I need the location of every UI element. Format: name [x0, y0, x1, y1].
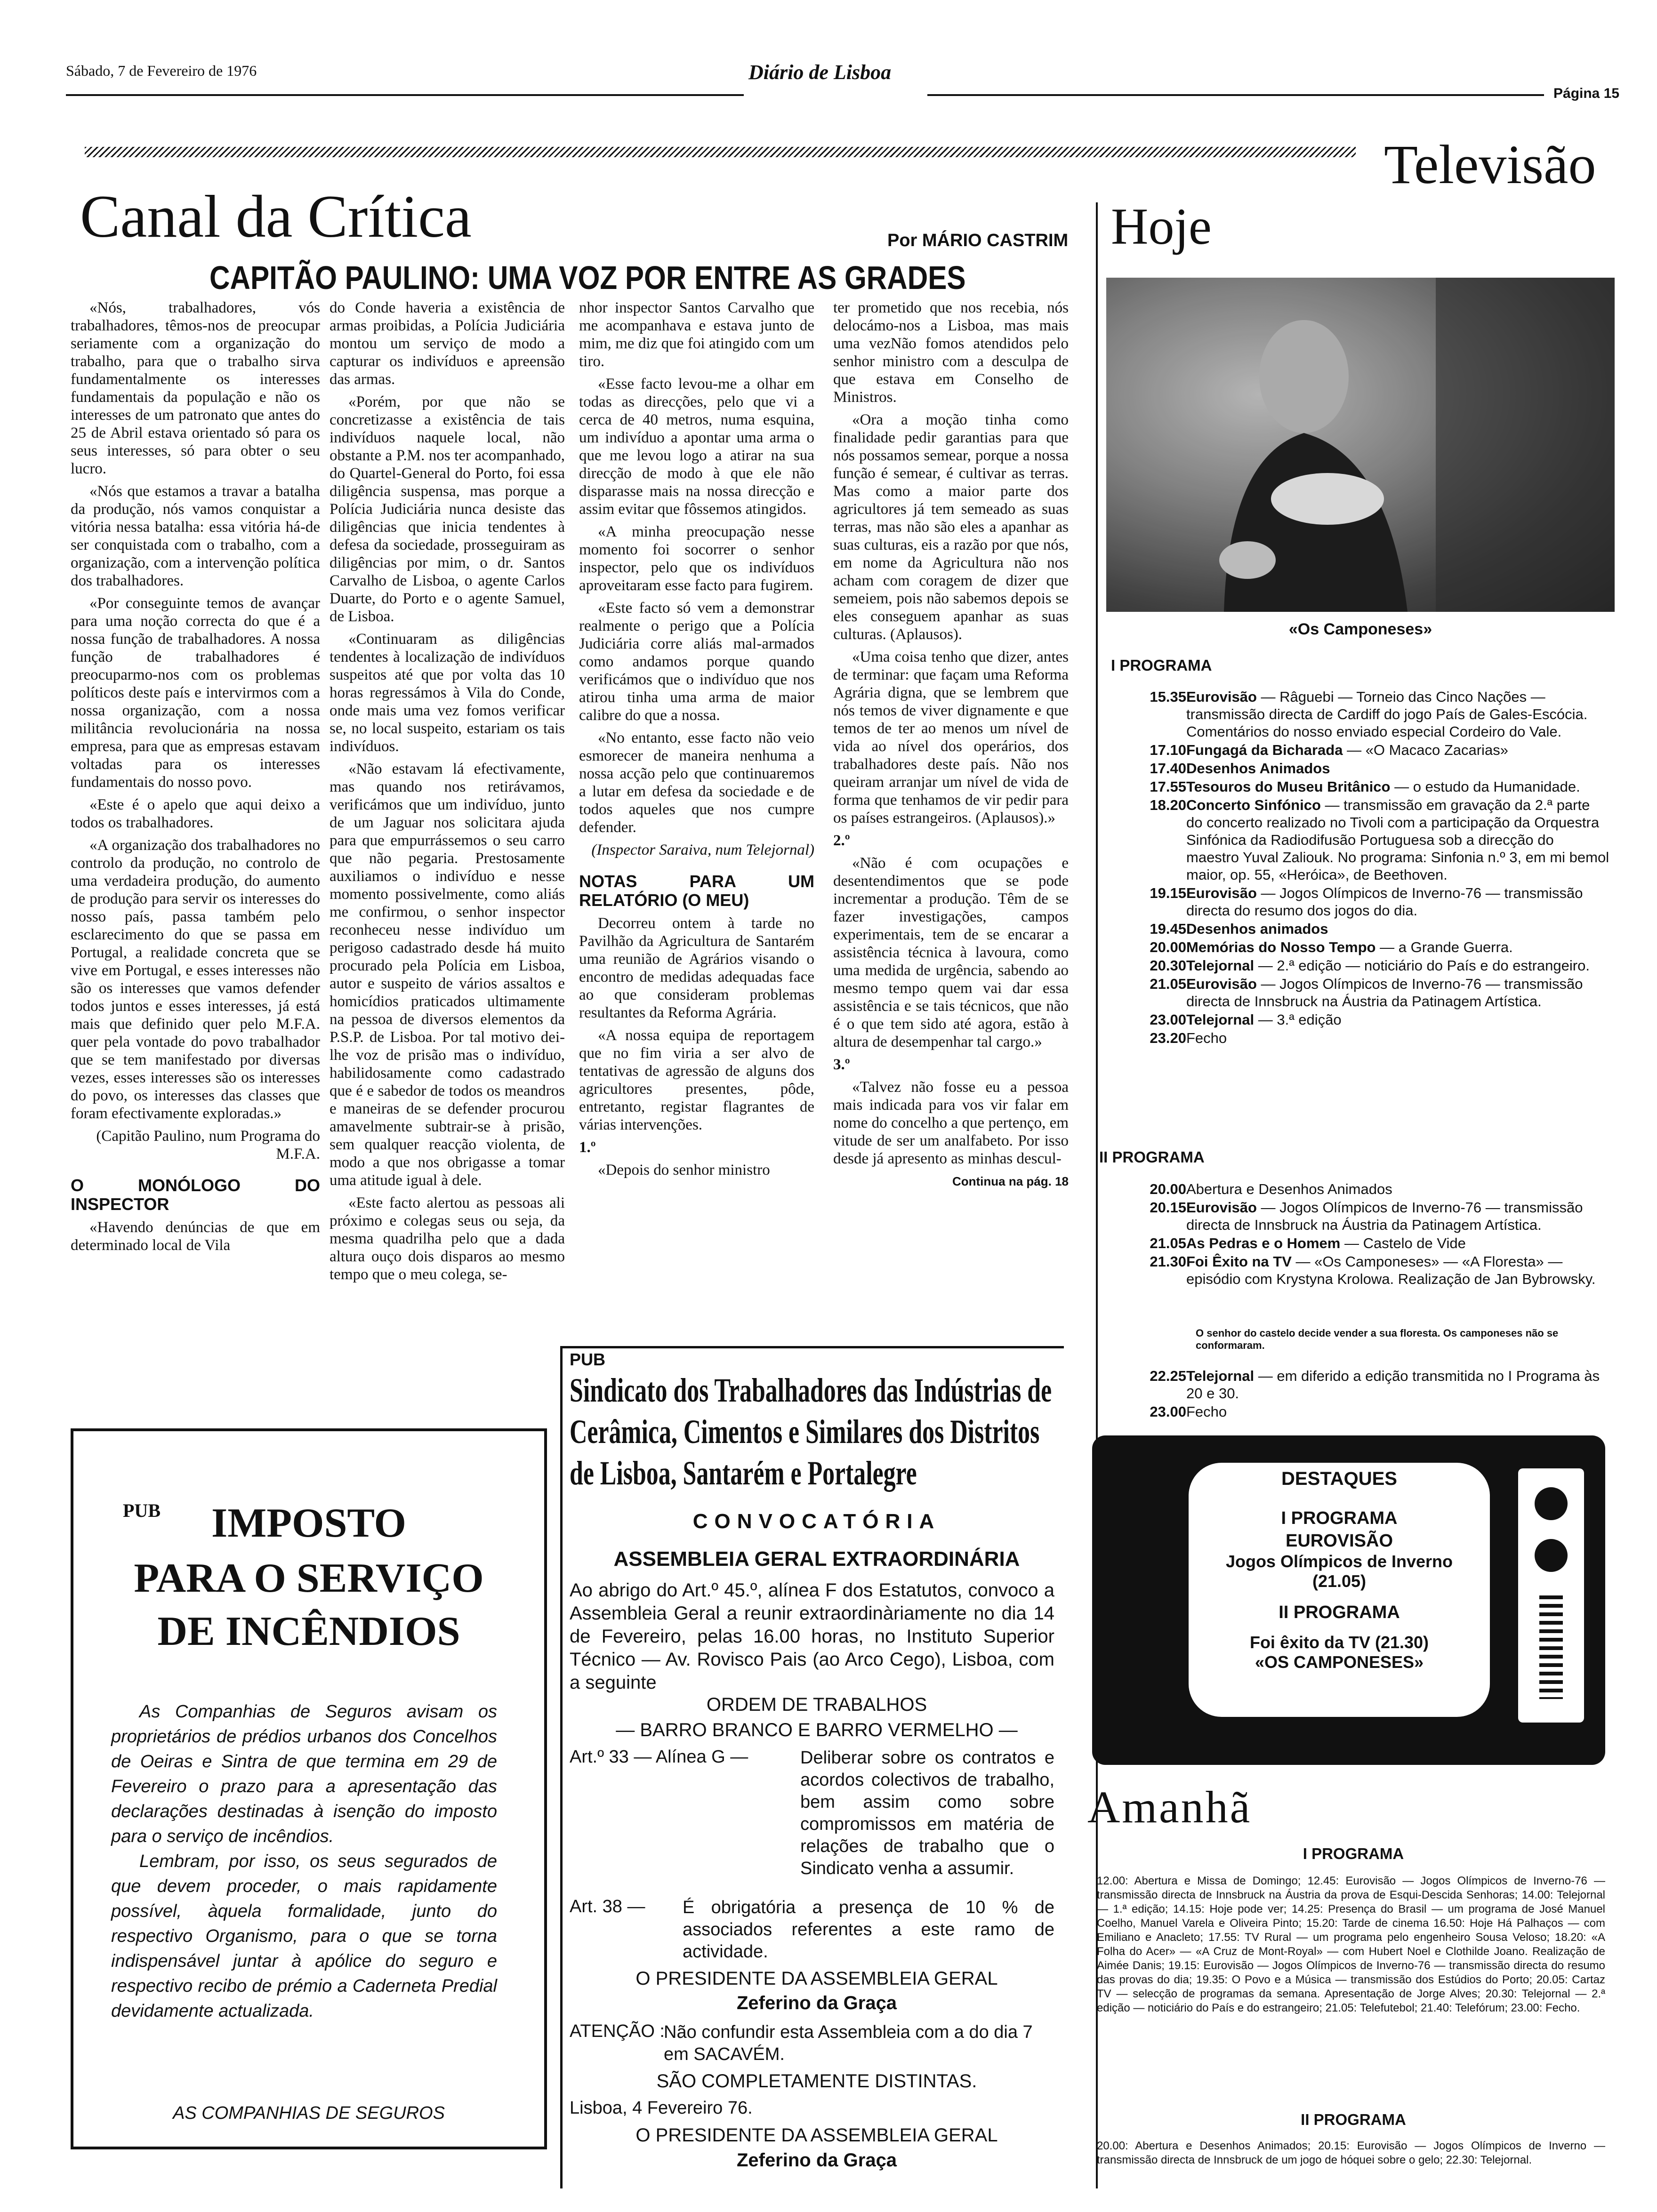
- sindicato-assembleia: ASSEMBLEIA GERAL EXTRAORDINÁRIA: [613, 1547, 1020, 1571]
- sindicato-art38-label: Art. 38 —: [570, 1897, 645, 1916]
- paragraph: «Este é o apelo que aqui deixo a todos os trabalhadores.: [71, 796, 320, 831]
- amanha-title: Amanhã: [1087, 1782, 1252, 1832]
- header-masthead: Diário de Lisboa: [748, 61, 892, 84]
- photo-figure-icon: [1106, 278, 1615, 612]
- destaques-prog1: I PROGRAMA: [1281, 1508, 1398, 1528]
- schedule-title: Foi Êxito na TV: [1186, 1253, 1292, 1270]
- schedule-time: 21.05: [1150, 976, 1186, 992]
- schedule-description: — Jogos Olímpicos de Inverno-76 — transmissão directa do resumo dos jogos do dia.: [1186, 885, 1583, 919]
- paragraph: ter prometido que nos recebia, nós delocámo-nos a Lisboa, mas mais uma vezNão fomos atendidos pelo senhor ministro com a desculpa de que estava em Conselho de Ministros.: [833, 299, 1069, 406]
- schedule-time: 20.00: [1150, 1181, 1186, 1197]
- section-title-televisao: Televisão: [1384, 134, 1596, 195]
- sindicato-distintas: SÃO COMPLETAMENTE DISTINTAS.: [656, 2071, 977, 2092]
- schedule-item: [1111, 938, 1610, 956]
- sindicato-nome-2: Zeferino da Graça: [736, 2150, 897, 2171]
- destaques-camponeses: «OS CAMPONESES»: [1255, 1652, 1424, 1672]
- schedule-time: 20.00: [1150, 939, 1186, 955]
- schedule-item: [1111, 1253, 1610, 1288]
- schedule-item: [1111, 1199, 1610, 1234]
- schedule-title: Eurovisão: [1186, 1199, 1257, 1216]
- photo-os-camponeses: [1106, 278, 1615, 612]
- sindicato-presidente-2: O PRESIDENTE DA ASSEMBLEIA GERAL: [635, 2125, 998, 2146]
- schedule-item: [1111, 760, 1610, 777]
- sindicato-convocatoria: CONVOCATÓRIA: [692, 1510, 941, 1533]
- paragraph: «Porém, por que não se concretizasse a existência de tais indivíduos naquele local, não obstante a P.M. nos ter acompanhado, do Quartel-General do Porto, foi essa diligência suspensa, mas porque a Polícia Judiciária nunca desiste das diligências que inicia tendentes à defesa da sociedade, prosseguiram as diligências por mim, o dr. Santos Carvalho de Lisboa, o agente Carlos Duarte, do Porto e o agente Samuel, de Lisboa.: [330, 393, 565, 625]
- schedule-title: Memórias do Nosso Tempo: [1186, 939, 1376, 955]
- schedule-time: 20.30: [1150, 957, 1186, 974]
- column-title: Canal da Crítica: [80, 183, 472, 250]
- schedule-item: [1111, 884, 1610, 919]
- schedule-title: Telejornal: [1186, 1011, 1255, 1028]
- ad-imposto: [71, 1428, 547, 2149]
- tv-speaker-icon: [1539, 1595, 1563, 1699]
- destaques-content: [1189, 1468, 1490, 1672]
- destaques-prog2: II PROGRAMA: [1279, 1603, 1400, 1622]
- schedule-item: [1111, 1234, 1610, 1252]
- paragraph: «Este facto alertou as pessoas ali próximo e colegas seus ou seja, da mesma quadrilha pelo que a dada altura ouço dois disparos ao mesmo tempo que o meu colega, se-: [330, 1194, 565, 1283]
- schedule-time: 19.45: [1150, 921, 1186, 937]
- destaques-eurovisao: EUROVISÃO: [1285, 1531, 1393, 1551]
- sindicato-local-data: Lisboa, 4 Fevereiro 76.: [570, 2098, 753, 2118]
- ad-paragraph: Lembram, por isso, os seus segurados de que devem proceder, o mais rapidamente possível, àquela formalidade, junto do respectivo Organismo, para o que se torna indispensável juntar à apólice do seguro e respectivo recibo de prémio a Caderneta Predial devidamente actualizada.: [111, 1851, 497, 2021]
- sindicato-presidente: O PRESIDENTE DA ASSEMBLEIA GERAL: [635, 1968, 998, 1989]
- schedule-i-programa: [1111, 688, 1610, 1048]
- article-column-2: [330, 299, 565, 1288]
- paragraph: «Nós que estamos a travar a batalha da produção, nós vamos conquistar a vitória nessa batalha: essa vitória há-de ser conquistada com o trabalho, com a organização, com a intervenção política dos trabalhadores.: [71, 483, 320, 589]
- item-number: 2.º: [833, 832, 850, 849]
- sindicato-top-rule: [560, 1346, 1064, 1348]
- ad-title-line-1: IMPOSTO: [211, 1500, 406, 1546]
- destaques-jogos-hora: (21.05): [1312, 1571, 1367, 1591]
- paragraph: «Esse facto levou-me a olhar em todas as direcções, pelo que vi a cerca de 40 metros, numa esquina, um indivíduo a apontar uma arma o que me levou logo a atirar na sua direcção de modo à que ele não disparasse mais na nossa direcção e assim evitar que fôssemos atingidos.: [579, 376, 814, 518]
- schedule-description: — Castelo de Vide: [1340, 1235, 1466, 1251]
- hoje-title: Hoje: [1111, 198, 1212, 255]
- schedule-ii-programa: [1111, 1180, 1610, 1289]
- paragraph: «Não estavam lá efectivamente, mas quando nos retirávamos, verificámos que um indivíduo, junto de um Jaguar nos solicitara ajuda para que empurrássemos o seu carro que não pegaria. Prestosamente auxiliamos o indivíduo e nesse momento possivelmente, como aliás me confirmou, o senhor inspector reconheceu nesse indivíduo um perigoso cadastrado desde há muito procurado pela Polícia em Lisboa, autor e suspeito de vários assaltos e homicídios praticados ultimamente na pessoa de diversos elementos da P.S.P. de Lisboa. Por tal motivo dei-lhe voz de prisão mas o indivíduo, habilidosamente como cadastrado que é e sabedor de todos os meandros e maneiras de se defender procurou amavelmente subtrair-se à prisão, sem qualquer reacção violenta, de modo a que nos obrigasse a tomar uma atitude igual à dele.: [330, 761, 565, 1189]
- article-column-3: [579, 299, 814, 1184]
- quote-credit: (Capitão Paulino, num Programa do M.F.A.: [96, 1128, 320, 1162]
- schedule-description: — «O Macaco Zacarias»: [1343, 742, 1508, 758]
- schedule-ii-programa-late: [1111, 1367, 1610, 1421]
- episode-note: O senhor do castelo decide vender a sua floresta. Os camponeses não se conformaram.: [1196, 1327, 1559, 1351]
- paragraph: «Nós, trabalhadores, vós trabalhadores, têmos-nos de preocupar seriamente com a organização do trabalho, para que o trabalho sirva fundamentalmente os interesses fundamentais da população e não os interesses de um patronato que antes do 25 de Abril estava orientado só para os seus interesses, só para obter o seu lucro.: [71, 299, 320, 477]
- schedule-title: Desenhos Animados: [1186, 760, 1330, 777]
- schedule-description: — 3.ª edição: [1254, 1011, 1342, 1028]
- schedule-item: [1111, 1403, 1610, 1420]
- header-page: Página 15: [1553, 86, 1620, 101]
- item-number: 1.º: [579, 1139, 596, 1156]
- sindicato-art33-label: Art.º 33 — Alínea G —: [570, 1747, 748, 1767]
- sindicato-ordem: ORDEM DE TRABALHOS: [706, 1694, 927, 1715]
- schedule-item: [1111, 957, 1610, 974]
- schedule-title: Desenhos animados: [1186, 921, 1328, 937]
- schedule-time: 20.15: [1150, 1199, 1186, 1216]
- schedule-item: [1111, 796, 1610, 883]
- schedule-description: — em diferido a edição transmitida no I Programa às 20 e 30.: [1186, 1368, 1600, 1402]
- schedule-title: As Pedras e o Homem: [1186, 1235, 1341, 1251]
- schedule-description: Fecho: [1186, 1403, 1227, 1420]
- schedule-item: [1111, 741, 1610, 759]
- sindicato-art38-text: É obrigatória a presença de 10 % de associados referentes a este ramo de actividade.: [683, 1898, 1054, 1962]
- schedule-item: [1111, 1011, 1610, 1028]
- paragraph: «Este facto só vem a demonstrar realmente o perigo que a Polícia Judiciária corre aliás mal-armados como andamos porque quando verificámos que o indivíduo que nos atirou tinha uma arma de maior calibre do que a nossa.: [579, 600, 814, 724]
- ad-signature: AS COMPANHIAS DE SEGUROS: [173, 2103, 445, 2123]
- schedule-title: Eurovisão: [1186, 885, 1257, 901]
- paragraph: «Continuaram as diligências tendentes à localização de indivíduos suspeitos até que por volta das 10 horas regressámos à Vila do Conde, onde mais uma vez fomos verificar se, no local suspeito, estariam os tais indivíduos.: [330, 631, 565, 755]
- destaques-jogos: Jogos Olímpicos de Inverno: [1225, 1552, 1453, 1571]
- paragraph: «Depois do senhor ministro: [598, 1162, 770, 1178]
- schedule-time: 23.00: [1150, 1403, 1186, 1420]
- schedule-item: [1111, 1029, 1610, 1047]
- ad-paragraph: As Companhias de Seguros avisam os proprietários de prédios urbanos dos Concelhos de Oeiras e Sintra de que termina em 29 de Fevereiro o prazo para a apresentação das declarações destinadas à isenção do imposto para o serviço de incêndios.: [111, 1702, 497, 1846]
- schedule-title: Telejornal: [1186, 1368, 1255, 1384]
- sindicato-body: Ao abrigo do Art.º 45.º, alínea F dos Estatutos, convoco a Assembleia Geral a reunir extraordinàriamente no dia 14 de Fevereiro, pelas 16.00 horas, no Instituto Superior Técnico — Av. Rovisco Pais (ao Arco Cego), Lisboa, com a seguinte: [570, 1580, 1054, 1693]
- schedule-time: 17.10: [1150, 742, 1186, 758]
- amanha-prog1-heading: I PROGRAMA: [1303, 1845, 1404, 1862]
- ad-title-line-2: PARA O SERVIÇO: [134, 1555, 484, 1601]
- photo-caption: «Os Camponeses»: [1288, 620, 1432, 638]
- ad-title-line-3: DE INCÊNDIOS: [157, 1609, 460, 1654]
- schedule-time: 22.25: [1150, 1368, 1186, 1384]
- schedule-description: Abertura e Desenhos Animados: [1186, 1181, 1392, 1197]
- schedule-description: — Râguebi — Torneio das Cinco Nações — transmissão directa de Cardiff do jogo País de Gales-Escócia. Comentários do nosso enviado especial Cordeiro do Vale.: [1186, 689, 1588, 740]
- schedule-title: Telejornal: [1186, 957, 1255, 974]
- schedule-description: — Jogos Olímpicos de Inverno-76 — transmissão directa de Innsbruck na Áustria da Patinagem Artística.: [1186, 1199, 1583, 1233]
- paragraph: «A nossa equipa de reportagem que no fim viria a ser alvo de tentativas de agressão de alguns dos agricultores presentes, pôde, entretanto, registar flagrantes de várias intervenções.: [579, 1027, 814, 1133]
- article-column-1: [71, 299, 320, 1259]
- destaques-title: DESTAQUES: [1281, 1468, 1397, 1489]
- schedule-time: 19.15: [1150, 885, 1186, 901]
- schedule-title: Fungagá da Bicharada: [1186, 742, 1343, 758]
- schedule-title: Eurovisão: [1186, 689, 1257, 705]
- ad-pub-label: PUB: [123, 1500, 161, 1521]
- article-column-4: [833, 299, 1069, 1195]
- header-rule-right: [927, 94, 1544, 96]
- tv-knob-icon: [1535, 1487, 1568, 1520]
- schedule-time: 23.20: [1150, 1030, 1186, 1046]
- schedule-item: [1111, 1180, 1610, 1198]
- schedule-description: — 2.ª edição — noticiário do País e do estrangeiro.: [1254, 957, 1590, 974]
- paragraph: «Talvez não fosse eu a pessoa mais indicada para vos vir falar em nome do concelho a que pertenço, em vitude de ser um analfabeto. Por isso desde já apresento as minhas descul-: [833, 1079, 1069, 1167]
- item-number: 3.º: [833, 1056, 850, 1073]
- schedule-description: — transmissão em gravação da 2.ª parte do concerto realizado no Tivoli com a participação da Orquestra Sinfónica da Radiodifusão Portuguesa sob a direcção do maestro Yuval Zaliouk. No programa: Sinfonia n.º 3, em mi bemol maior, op. 55, «Heróica», de Beethoven.: [1186, 797, 1609, 883]
- destaques-foi-exito: Foi êxito da TV (21.30): [1249, 1633, 1429, 1652]
- sindicato-atencao-label: ATENÇÃO :: [570, 2021, 665, 2041]
- sindicato-pub-label: PUB: [570, 1350, 606, 1369]
- schedule-time: 17.40: [1150, 760, 1186, 777]
- ad-body: [111, 1699, 497, 2024]
- paragraph: «Ora a moção tinha como finalidade pedir garantias para que nós possamos semear, porque a nossa função é semear, é cultivar as terras. Mas como a maior parte dos agricultores já tem semeado as suas terras, mas não são eles a apanhar as suas culturas, eis a razão por que nós, em nome da Agricultura não nos acham com coragem de dizer que semeiem, pois não sabemos depois se eles conseguem apanhar as suas culturas. (Aplausos).: [833, 411, 1069, 643]
- sindicato-left-rule: [560, 1346, 563, 2188]
- paragraph: «Não é com ocupações e desentendimentos que se pode incrementar a produção. Têm de se fazer investigações, campos experimentais, tem de se encarar a assistência técnica à lavoura, como uma medida de urgência, sabendo ao mesmo tempo quem vai dar essa assistência e se tais técnicos, que não é o que tem sido até agora, estão à altura de desempenhar tal cargo.»: [833, 855, 1069, 1050]
- sindicato-nome: Zeferino da Graça: [736, 1993, 897, 2013]
- paragraph: «A organização dos trabalhadores no controlo da produção, no controlo de uma verdadeira produção, do aumento de produção para servir os interesses do nosso país, passa também pelo esclarecimento do que se passa em Portugal, a realidade concreta que se vive em Portugal, e esses interesses não são os interesses que vamos defender todos juntos e esses interesses, já está mais que definido quer pelo M.F.A. quer pela vontade do povo trabalhador que se tem manifestado por diversas vezes, esses interesses são os interesses do povo, os interesses das classes que foram efectivamente exploradas.»: [71, 837, 320, 1122]
- schedule-description: — «Os Camponeses» — «A Floresta» — episódio com Krystyna Krolowa. Realização de Jan Bybrowsky.: [1186, 1253, 1596, 1287]
- schedule-time: 18.20: [1150, 797, 1186, 813]
- schedule-description: Fecho: [1186, 1030, 1227, 1046]
- programme-heading-2: II PROGRAMA: [1099, 1148, 1205, 1166]
- schedule-time: 21.30: [1150, 1253, 1186, 1270]
- schedule-item: [1111, 920, 1610, 938]
- schedule-time: 23.00: [1150, 1011, 1186, 1028]
- quote-credit: (Inspector Saraiva, num Telejornal): [591, 842, 814, 858]
- sindicato-atencao-text: Não confundir esta Assembleia com a do dia 7 em SACAVÉM.: [664, 2022, 1033, 2064]
- schedule-time: 15.35: [1150, 689, 1186, 705]
- byline: Por MÁRIO CASTRIM: [887, 231, 1069, 250]
- paragraph: «No entanto, esse facto não veio esmorecer de maneira nenhuma a nossa acção pelo que continuaremos a lutar em defesa da sociedade e de todos aqueles que nos cumpre defender.: [579, 729, 814, 836]
- schedule-time: 21.05: [1150, 1235, 1186, 1251]
- programme-heading-1: I PROGRAMA: [1111, 657, 1212, 674]
- paragraph: nhor inspector Santos Carvalho que me acompanhava e estava junto de mim, me diz que foi atingido com um tiro.: [579, 299, 814, 370]
- sindicato-title: Sindicato dos Trabalhadores das Indústrias de Cerâmica, Cimentos e Similares dos Distritos de Lisboa, Santarém e Portalegre: [570, 1371, 1052, 1492]
- paragraph: «A minha preocupação nesse momento foi socorrer o senhor inspector, pelo que os indivíduos aproveitaram esse facto para fugirem.: [579, 523, 814, 594]
- amanha-prog2-heading: II PROGRAMA: [1301, 2111, 1406, 2128]
- paragraph: «Uma coisa tenho que dizer, antes de terminar: que façam uma Reforma Agrária digna, que se lembrem que nós temos de viver dignamente e que temos de ter ao menos um nível de vida ao nível dos operários, dos trabalhadores deste país. Não nos queiram arranjar um nível de vida de forma que tenhamos de vir pedir para os países estrangeiros. (Aplausos).»: [833, 649, 1069, 826]
- schedule-title: Tesouros do Museu Britânico: [1186, 778, 1391, 795]
- sindicato-barro: — BARRO BRANCO E BARRO VERMELHO —: [616, 1720, 1018, 1740]
- schedule-item: [1111, 975, 1610, 1010]
- paragraph: Decorreu ontem à tarde no Pavilhão da Agricultura de Santarém uma reunião de Agrários visando o encontro de medidas adequadas face ao que consideram problemas resultantes da Reforma Agrária.: [579, 915, 814, 1021]
- schedule-title: Concerto Sinfónico: [1186, 797, 1321, 813]
- sindicato-art33-text: Deliberar sobre os contratos e acordos colectivos de trabalho, bem assim como sobre compromissos em matéria de relações de trabalho que o Sindicato venha a assumir.: [800, 1748, 1054, 1878]
- schedule-description: — Jogos Olímpicos de Inverno-76 — transmissão directa de Innsbruck na Áustria da Patinagem Artística.: [1186, 976, 1583, 1010]
- subhead-monologo: O MONÓLOGO DO INSPECTOR: [71, 1176, 320, 1214]
- header-date: Sábado, 7 de Fevereiro de 1976: [66, 62, 257, 79]
- paragraph: «Havendo denúncias de que em determinado local de Vila: [71, 1219, 320, 1254]
- schedule-item: [1111, 1367, 1610, 1402]
- subhead-notas: NOTAS PARA UM RELATÓRIO (O MEU): [579, 872, 814, 910]
- continued-link[interactable]: Continua na pág. 18: [952, 1174, 1069, 1188]
- schedule-title: Eurovisão: [1186, 976, 1257, 992]
- schedule-description: — o estudo da Humanidade.: [1390, 778, 1580, 795]
- section-hatch-band: [85, 147, 1356, 157]
- schedule-item: [1111, 778, 1610, 795]
- header-rule-left: [66, 94, 744, 96]
- tv-knob-icon: [1535, 1539, 1568, 1572]
- paragraph: «Por conseguinte temos de avançar para uma noção correcta do que é a nossa função de trabalhadores. A nossa função de trabalhadores é preocuparmo-nos com os problemas políticos deste país e intervirmos com a nossa organização, com a nossa militância revolucionária na nossa empresa, para que as empresas estavam voltadas para os interesses fundamentais do nosso povo.: [71, 595, 320, 791]
- paragraph: do Conde haveria a existência de armas proibidas, a Polícia Judiciária montou um serviço de modo a capturar os indivíduos e apreensão das armas.: [330, 299, 565, 388]
- article-headline: CAPITÃO PAULINO: UMA VOZ POR ENTRE AS GRADES: [209, 259, 966, 296]
- amanha-prog1-text: 12.00: Abertura e Missa de Domingo; 12.45: Eurovisão — Jogos Olímpicos de Inverno-76 — transmissão directa de Innsbruck na Áustria da prova de Esqui-Descida Senhoras; 14.00: Telejornal — 1.ª edição; 14.15: Hoje pode ver; 14.25: Presença do Brasil — um programa de José Manuel Coelho, Manuel Varela e Oliveira Pinto; 15.20: Tarde de cinema 16.50: Hoje Há Palhaços — com Emiliano e Anacleto; 17.55: TV Rural — um programa pelo engenheiro Sousa Veloso; 18.20: «A Folha do Acer» — «A Cruz de Mont-Royal» — com Hubert Noel e Clothilde Joano. Realização de Aimée Danis; 19.15: Eurovisão — Jogos Olímpicos de Inverno-76 — transmissão directa do resumo das provas do dia; 19.35: O Povo e a Música — transmissão dos Estúdios do Porto; 20.05: Cartaz TV — selecção de programas da semana. Apresentação de Jorge Alves; 20.30: Telejornal — 2.ª edição — noticiário do País e do estrangeiro; 21.05: Telefutebol; 21.40: Telefórum; 23.00: Fecho.: [1097, 1875, 1605, 2014]
- schedule-item: [1111, 688, 1610, 740]
- schedule-time: 17.55: [1150, 778, 1186, 795]
- amanha-prog2-text: 20.00: Abertura e Desenhos Animados; 20.15: Eurovisão — Jogos Olímpicos de Inverno — transmissão directa de Innsbruck de um jogo de hóquei sobre o gelo; 22.30: Telejornal.: [1097, 2140, 1605, 2166]
- schedule-description: — a Grande Guerra.: [1375, 939, 1513, 955]
